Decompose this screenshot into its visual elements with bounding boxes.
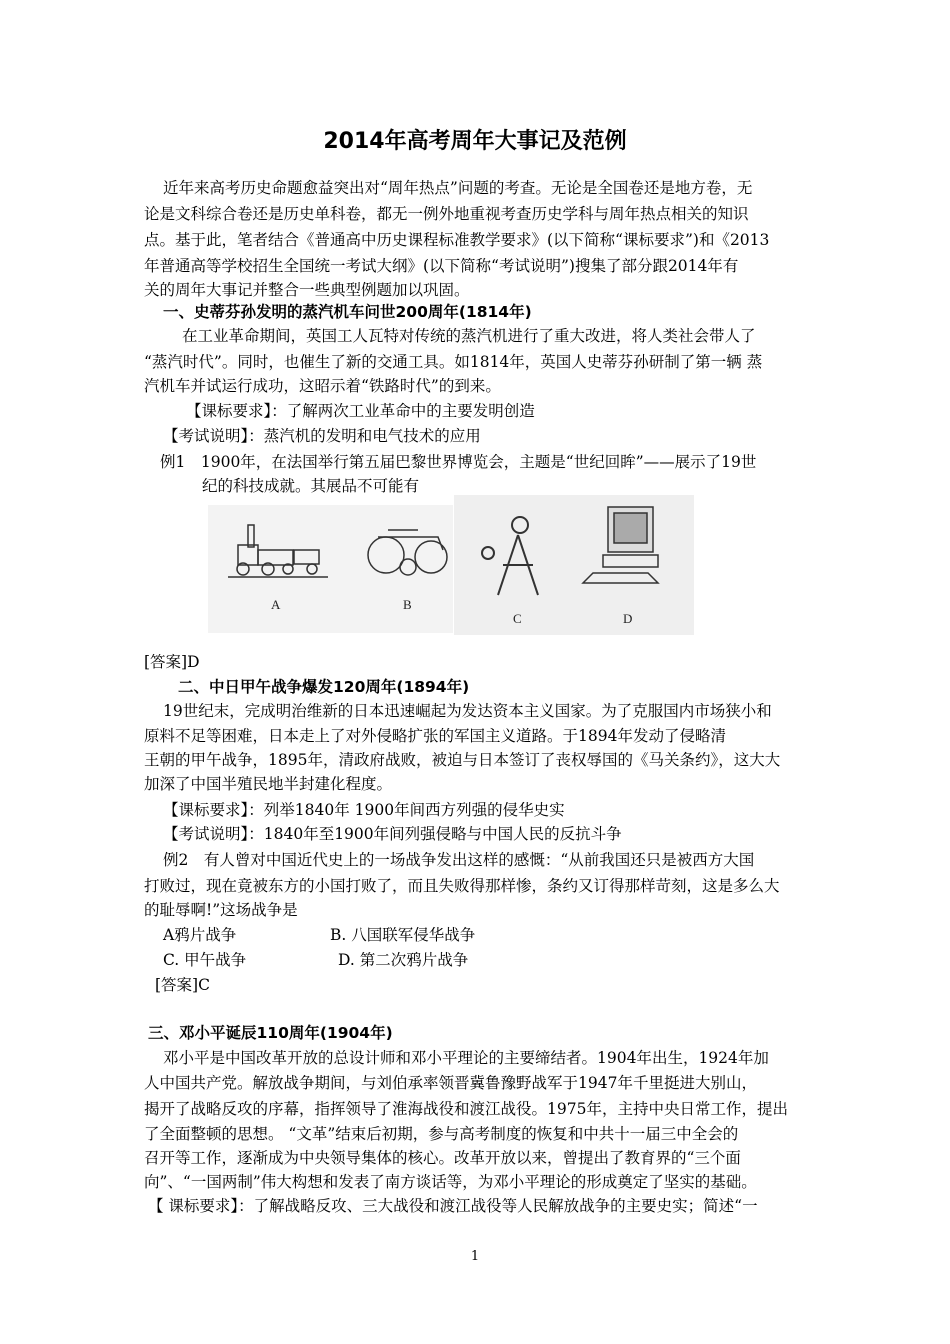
section-heading: 二、中日甲午战争爆发120周年(1894年) [178, 678, 470, 696]
section-body-line: 召开等工作，逐渐成为中央领导集体的核心。改革开放以来，曾提出了教育界的“三个面 [144, 1149, 741, 1167]
option-c: C. 甲午战争 [163, 951, 247, 969]
exhibit-figure [208, 495, 694, 635]
exam-description: 【考试说明】：蒸汽机的发明和电气技术的应用 [163, 427, 481, 445]
option-b: B. 八国联军侵华战争 [330, 926, 476, 944]
exam-description: 【考试说明】：1840年至1900年间列强侵略与中国人民的反抗斗争 [163, 825, 622, 843]
section-body-line: 原料不足等困难，日本走上了对外侵略扩张的军国主义道路。于1894年发动了侵略清 [144, 727, 726, 745]
intro-line: 年普通高等学校招生全国统一考试大纲》(以下简称“考试说明”)搜集了部分跟2014年有 [144, 257, 739, 275]
section-body-line: 揭开了战略反攻的序幕，指挥领导了淮海战役和渡江战役。1975年，主持中央日常工作，提出 [144, 1100, 788, 1118]
example-question: 的耻辱啊!”这场战争是 [144, 901, 298, 919]
example-question: 例1 1900年，在法国举行第五届巴黎世界博览会，主题是“世纪回眸”——展示了19世 [160, 453, 757, 471]
section-body-line: 王朝的甲午战争，1895年，清政府战败，被迫与日本签订了丧权辱国的《马关条约》，这大大 [144, 751, 781, 769]
option-d: D. 第二次鸦片战争 [338, 951, 469, 969]
option-a: A鸦片战争 [163, 926, 237, 944]
section-body-line: 在工业革命期间，英国工人瓦特对传统的蒸汽机进行了重大改进，将人类社会带人了 [182, 327, 756, 345]
section-body-line: 邓小平是中国改革开放的总设计师和邓小平理论的主要缔结者。1904年出生，1924年加 [163, 1049, 769, 1067]
answer: [答案]D [144, 653, 200, 671]
option-b-label: B [403, 597, 412, 612]
intro-line: 近年来高考历史命题愈益突出对“周年热点”问题的考查。无论是全国卷还是地方卷，无 [163, 179, 753, 197]
document-title: 2014年高考周年大事记及范例 [323, 129, 627, 154]
section-heading: 三、邓小平诞辰110周年(1904年) [148, 1024, 393, 1042]
section-body-line: 19世纪末，完成明治维新的日本迅速崛起为发达资本主义国家。为了克服国内市场狭小和 [163, 702, 772, 720]
option-c-label: C [513, 611, 522, 626]
example-question: 例2 有人曾对中国近代史上的一场战争发出这样的感慨：“从前我国还只是被西方大国 [163, 851, 755, 869]
page-number: 1 [470, 1249, 480, 1264]
section-body-line: 人中国共产党。解放战争期间，与刘伯承率领晋冀鲁豫野战军于1947年千里挺进大别山， [144, 1074, 757, 1092]
section-body-line: 加深了中国半殖民地半封建化程度。 [144, 775, 393, 793]
curriculum-requirement: 【课标要求】：列举1840年 1900年间西方列强的侵华史实 [163, 801, 565, 819]
section-heading: 一、史蒂芬孙发明的蒸汽机车问世200周年(1814年) [163, 303, 532, 321]
intro-line: 论是文科综合卷还是历史单科卷，都无一例外地重视考查历史学科与周年热点相关的知识 [144, 205, 749, 223]
section-body-line: 汽机车并试运行成功，这昭示着“铁路时代”的到来。 [144, 377, 501, 395]
answer: [答案]C [155, 976, 210, 994]
intro-line: 点。基于此，笔者结合《普通高中历史课程标准教学要求》(以下简称“课标要求”)和《2013 [144, 231, 770, 249]
option-d-label: D [623, 611, 633, 626]
intro-line: 关的周年大事记并整合一些典型例题加以巩固。 [144, 281, 470, 299]
option-a-label: A [271, 597, 281, 612]
curriculum-requirement: 【 课标要求】：了解战略反攻、三大战役和渡江战役等人民解放战争的主要史实；简述“一 [148, 1197, 758, 1215]
example-question: 打败过，现在竟被东方的小国打败了，而且失败得那样惨，条约又订得那样苛刻，这是多么大 [144, 877, 780, 895]
example-question: 纪的科技成就。其展品不可能有 [202, 477, 420, 495]
section-body-line: 向”、“一国两制”伟大构想和发表了南方谈话等，为邓小平理论的形成奠定了坚实的基础。 [144, 1173, 757, 1191]
section-body-line: “蒸汽时代”。同时，也催生了新的交通工具。如1814年，英国人史蒂芬孙研制了第一辆 蒸 [144, 353, 763, 371]
section-body-line: 了全面整顿的思想。 “文革”结束后初期，参与高考制度的恢复和中共十一届三中全会的 [144, 1125, 739, 1143]
curriculum-requirement: 【课标要求】：了解两次工业革命中的主要发明创造 [186, 402, 535, 420]
exhibit-illustration [208, 495, 694, 635]
